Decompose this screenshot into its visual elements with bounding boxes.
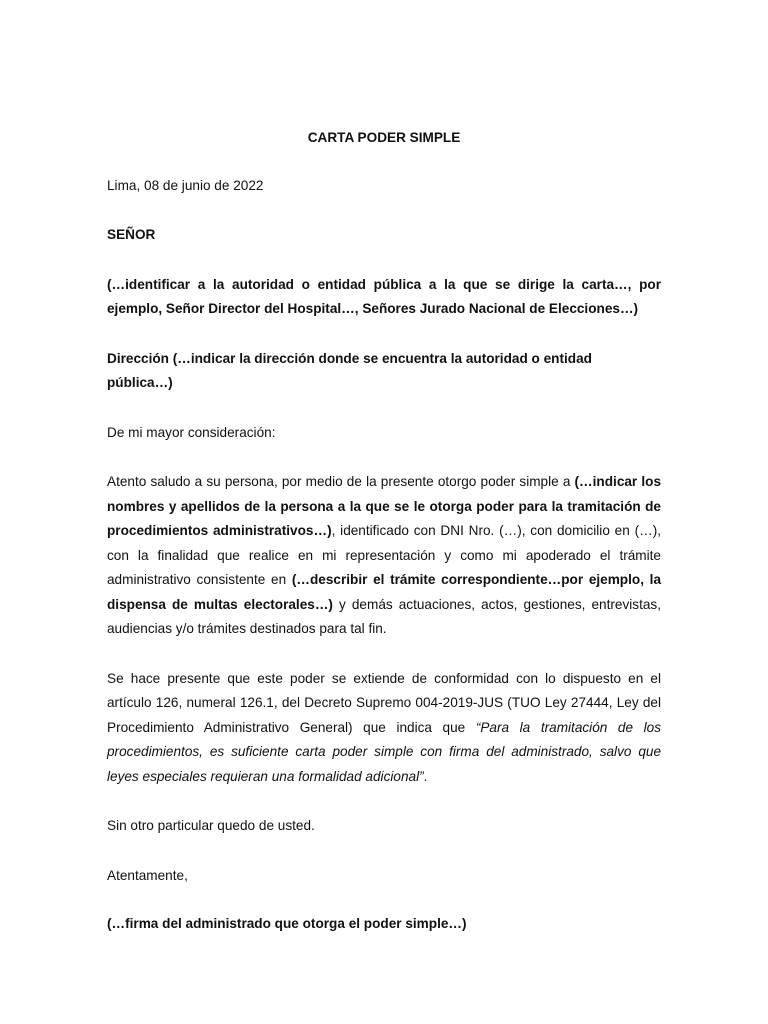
place-date: Lima, 08 de junio de 2022 xyxy=(107,177,264,193)
body2-intro: Se hace presente que este poder se extiende de conformidad con lo dispuesto en el artículo 126, numeral 126.1, del Decreto Supremo 004-2019-JUS (TUO Ley 27444, Ley del Procedimiento Administrativo General) que indica que xyxy=(107,670,661,735)
body1-intro: Atento saludo a su persona, por medio de la presente otorgo poder simple a xyxy=(107,474,575,489)
body-paragraph-1 xyxy=(107,470,661,642)
addressee-label: SEÑOR xyxy=(107,227,156,242)
body1-placeholder-person: (…indicar los nombres y apellidos de la persona a la que se le otorga poder para la tramitación de procedimientos administrativos…) xyxy=(107,474,662,538)
sign-off: Atentamente, xyxy=(107,867,188,883)
body1-middle: , identificado con DNI Nro. (…), con domicilio en (…), con la finalidad que realice en mi representación y como mi apoderado el trámite administrativo consistente en xyxy=(107,523,661,587)
body1-placeholder-procedure: (…describir el trámite correspondiente…por ejemplo, la dispensa de multas electorales…) xyxy=(107,572,662,612)
signature-note: (…firma del administrado que otorga el poder simple…) xyxy=(107,916,467,931)
address-note: Dirección (…indicar la dirección donde se encuentra la autoridad o entidad pública…) xyxy=(107,350,592,390)
document-page xyxy=(107,126,661,962)
body2-ending: . xyxy=(423,768,428,784)
body-paragraph-2 xyxy=(107,667,661,790)
addressee-note: (…identificar a la autoridad o entidad pública a la que se dirige la carta…, por ejemplo, Señor Director del Hospital…, Señores Jurado Nacional de Elecciones…) xyxy=(107,276,661,316)
body2-quote: “Para la tramitación de los procedimientos, es suficiente carta poder simple con firma del administrado, salvo que leyes especiales requieran una formalidad adicional” xyxy=(107,719,661,784)
document-title: CARTA PODER SIMPLE xyxy=(307,130,461,145)
greeting: De mi mayor consideración: xyxy=(107,424,276,440)
closing-line: Sin otro particular quedo de usted. xyxy=(107,818,315,833)
body1-ending: y demás actuaciones, actos, gestiones, entrevistas, audiencias y/o trámites destinados para tal fin. xyxy=(107,596,661,636)
